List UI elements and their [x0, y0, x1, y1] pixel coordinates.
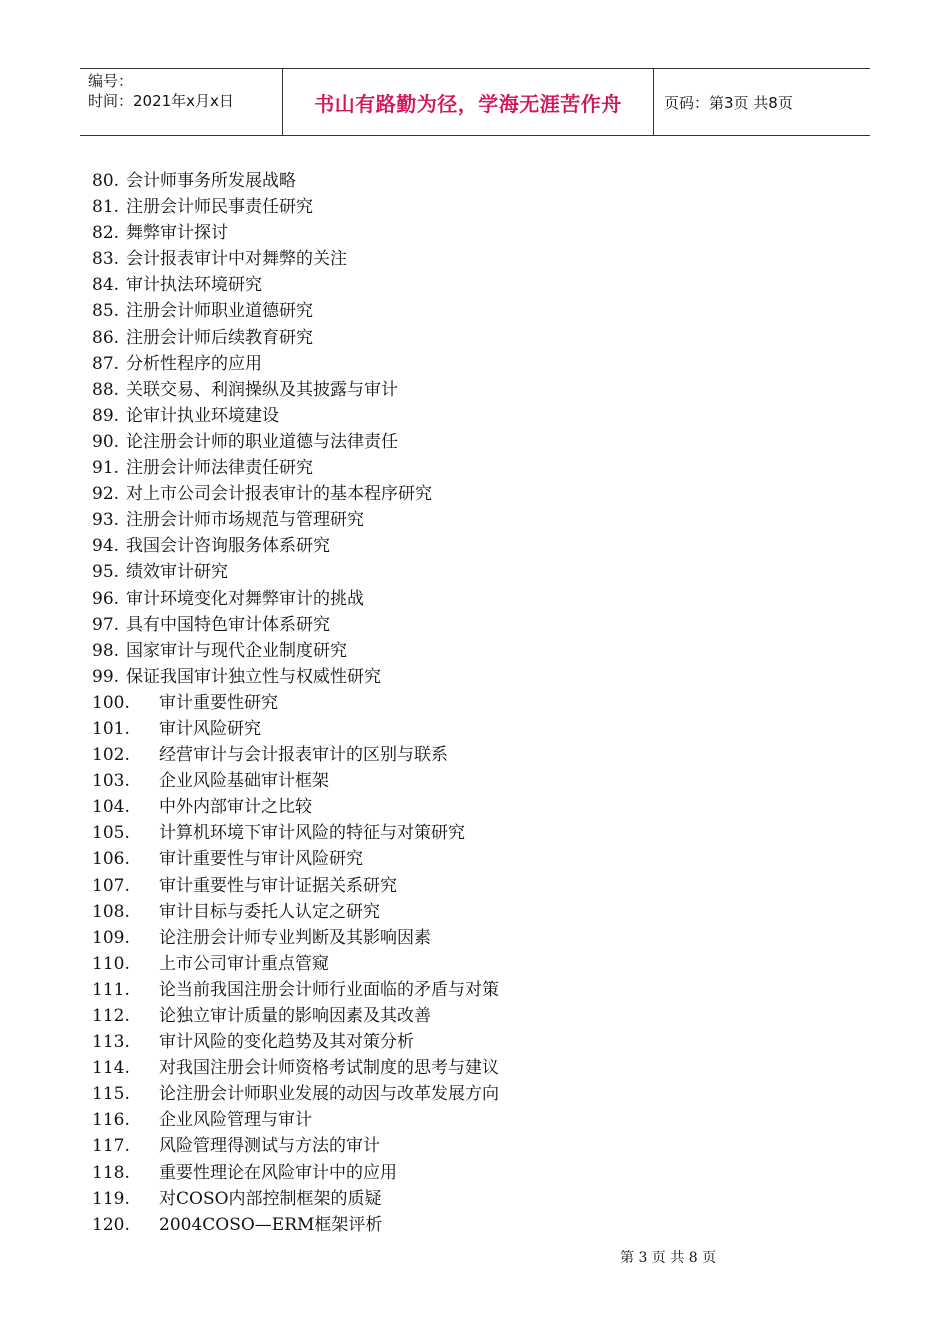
- list-item: [92, 690, 499, 716]
- item-title: 我国会计咨询服务体系研究: [126, 536, 330, 557]
- list-item: [92, 638, 499, 664]
- list-item: [92, 664, 499, 690]
- item-number: 114.: [92, 1058, 130, 1079]
- item-number: 108.: [92, 901, 130, 922]
- item-title: 2004COSO—ERM框架评析: [159, 1214, 383, 1235]
- item-title: 风险管理得测试与方法的审计: [159, 1136, 380, 1157]
- header-meta: [80, 69, 283, 135]
- item-number: 115.: [92, 1084, 130, 1105]
- list-item: [92, 481, 499, 507]
- item-title: 舞弊审计探讨: [126, 223, 228, 244]
- item-title: 注册会计师民事责任研究: [126, 197, 313, 218]
- item-number: 102.: [92, 745, 130, 766]
- list-item: [92, 1081, 499, 1107]
- list-item: [92, 1029, 499, 1055]
- list-item: [92, 377, 499, 403]
- item-title: 审计重要性与审计证据关系研究: [159, 875, 397, 896]
- list-item: [92, 194, 499, 220]
- item-number: 113.: [92, 1032, 130, 1053]
- item-number: 91.: [92, 458, 120, 479]
- list-item: [92, 507, 499, 533]
- page-header: [80, 68, 870, 136]
- list-item: [92, 325, 499, 351]
- list-item: [92, 1003, 499, 1029]
- item-number: 116.: [92, 1110, 130, 1131]
- item-title: 国家审计与现代企业制度研究: [126, 640, 347, 661]
- item-title: 对COSO内部控制框架的质疑: [159, 1188, 382, 1209]
- item-title: 重要性理论在风险审计中的应用: [159, 1162, 397, 1183]
- list-item: [92, 533, 499, 559]
- list-item: [92, 925, 499, 951]
- item-title: 注册会计师市场规范与管理研究: [126, 510, 364, 531]
- list-item: [92, 768, 499, 794]
- header-page-code: 页码：第3页 共8页: [664, 93, 793, 112]
- list-item: [92, 1055, 499, 1081]
- list-item: [92, 351, 499, 377]
- list-item: [92, 168, 499, 194]
- list-item: [92, 1212, 499, 1238]
- item-number: 98.: [92, 640, 120, 661]
- list-item: [92, 559, 499, 585]
- item-title: 论注册会计师专业判断及其影响因素: [159, 927, 431, 948]
- list-item: [92, 742, 499, 768]
- item-number: 99.: [92, 666, 120, 687]
- list-item: [92, 403, 499, 429]
- item-number: 104.: [92, 797, 130, 818]
- item-title: 论注册会计师职业发展的动因与改革发展方向: [159, 1084, 499, 1105]
- item-number: 109.: [92, 927, 130, 948]
- list-item: [92, 272, 499, 298]
- item-number: 81.: [92, 197, 120, 218]
- item-number: 85.: [92, 301, 120, 322]
- item-number: 83.: [92, 249, 120, 270]
- item-title: 保证我国审计独立性与权威性研究: [126, 666, 381, 687]
- list-item: [92, 220, 499, 246]
- list-item: [92, 846, 499, 872]
- item-title: 经营审计与会计报表审计的区别与联系: [159, 745, 448, 766]
- item-title: 审计目标与委托人认定之研究: [159, 901, 380, 922]
- list-item: [92, 820, 499, 846]
- item-title: 审计重要性研究: [159, 692, 278, 713]
- item-title: 审计风险的变化趋势及其对策分析: [159, 1032, 414, 1053]
- item-number: 107.: [92, 875, 130, 896]
- item-title: 注册会计师后续教育研究: [126, 327, 313, 348]
- list-item: [92, 246, 499, 272]
- item-title: 分析性程序的应用: [126, 353, 262, 374]
- list-item: [92, 873, 499, 899]
- item-number: 89.: [92, 405, 120, 426]
- item-number: 112.: [92, 1006, 130, 1026]
- list-item: [92, 298, 499, 324]
- topic-list: [92, 168, 499, 1238]
- list-item: [92, 429, 499, 455]
- list-item: [92, 977, 499, 1003]
- list-item: [92, 899, 499, 925]
- header-motto: 书山有路勤为径，学海无涯苦作舟: [283, 69, 654, 135]
- item-title: 计算机环境下审计风险的特征与对策研究: [159, 823, 465, 844]
- date-label: 时间：2021年x月x日: [88, 92, 234, 110]
- item-number: 111.: [92, 979, 130, 1000]
- item-title: 绩效审计研究: [126, 562, 228, 583]
- list-item: [92, 455, 499, 481]
- item-number: 103.: [92, 771, 130, 792]
- list-item: [92, 794, 499, 820]
- item-title: 审计风险研究: [159, 718, 261, 739]
- item-number: 96.: [92, 588, 120, 609]
- item-number: 92.: [92, 484, 120, 505]
- item-number: 94.: [92, 536, 120, 557]
- item-title: 企业风险管理与审计: [159, 1110, 312, 1131]
- list-item: [92, 716, 499, 742]
- item-title: 具有中国特色审计体系研究: [126, 614, 330, 635]
- item-title: 企业风险基础审计框架: [159, 771, 329, 792]
- item-title: 上市公司审计重点管窥: [159, 953, 329, 974]
- item-number: 101.: [92, 718, 130, 739]
- item-title: 对上市公司会计报表审计的基本程序研究: [126, 484, 432, 505]
- item-title: 论当前我国注册会计师行业面临的矛盾与对策: [159, 979, 499, 1000]
- page-footer: 第 3 页 共 8 页: [620, 1250, 717, 1266]
- item-number: 117.: [92, 1136, 130, 1157]
- list-item: [92, 1160, 499, 1186]
- item-title: 会计报表审计中对舞弊的关注: [126, 249, 347, 270]
- item-title: 审计环境变化对舞弊审计的挑战: [126, 588, 364, 609]
- list-item: [92, 586, 499, 612]
- item-title: 注册会计师职业道德研究: [126, 301, 313, 322]
- item-number: 90.: [92, 431, 120, 452]
- item-number: 80.: [92, 171, 120, 191]
- item-number: 105.: [92, 823, 130, 844]
- item-title: 审计执法环境研究: [126, 275, 262, 296]
- item-title: 审计重要性与审计风险研究: [159, 849, 363, 870]
- item-title: 会计师事务所发展战略: [126, 171, 296, 191]
- list-item: [92, 612, 499, 638]
- item-number: 86.: [92, 327, 120, 348]
- list-item: [92, 1107, 499, 1133]
- item-title: 关联交易、利润操纵及其披露与审计: [126, 379, 398, 400]
- list-item: [92, 1133, 499, 1159]
- item-number: 100.: [92, 692, 130, 713]
- item-number: 84.: [92, 275, 120, 296]
- item-title: 注册会计师法律责任研究: [126, 458, 313, 479]
- item-title: 中外内部审计之比较: [159, 797, 312, 818]
- item-number: 95.: [92, 562, 120, 583]
- list-item: [92, 1186, 499, 1212]
- item-number: 110.: [92, 953, 130, 974]
- list-item: [92, 951, 499, 977]
- item-title: 论注册会计师的职业道德与法律责任: [126, 431, 398, 452]
- item-number: 87.: [92, 353, 120, 374]
- item-number: 106.: [92, 849, 130, 870]
- item-number: 82.: [92, 223, 120, 244]
- item-title: 论独立审计质量的影响因素及其改善: [159, 1006, 431, 1026]
- item-number: 93.: [92, 510, 120, 531]
- item-number: 88.: [92, 379, 120, 400]
- item-number: 120.: [92, 1214, 130, 1235]
- item-title: 对我国注册会计师资格考试制度的思考与建议: [159, 1058, 499, 1079]
- item-title: 论审计执业环境建设: [126, 405, 279, 426]
- item-number: 118.: [92, 1162, 130, 1183]
- item-number: 119.: [92, 1188, 130, 1209]
- item-number: 97.: [92, 614, 120, 635]
- serial-label: 编号：: [88, 72, 134, 90]
